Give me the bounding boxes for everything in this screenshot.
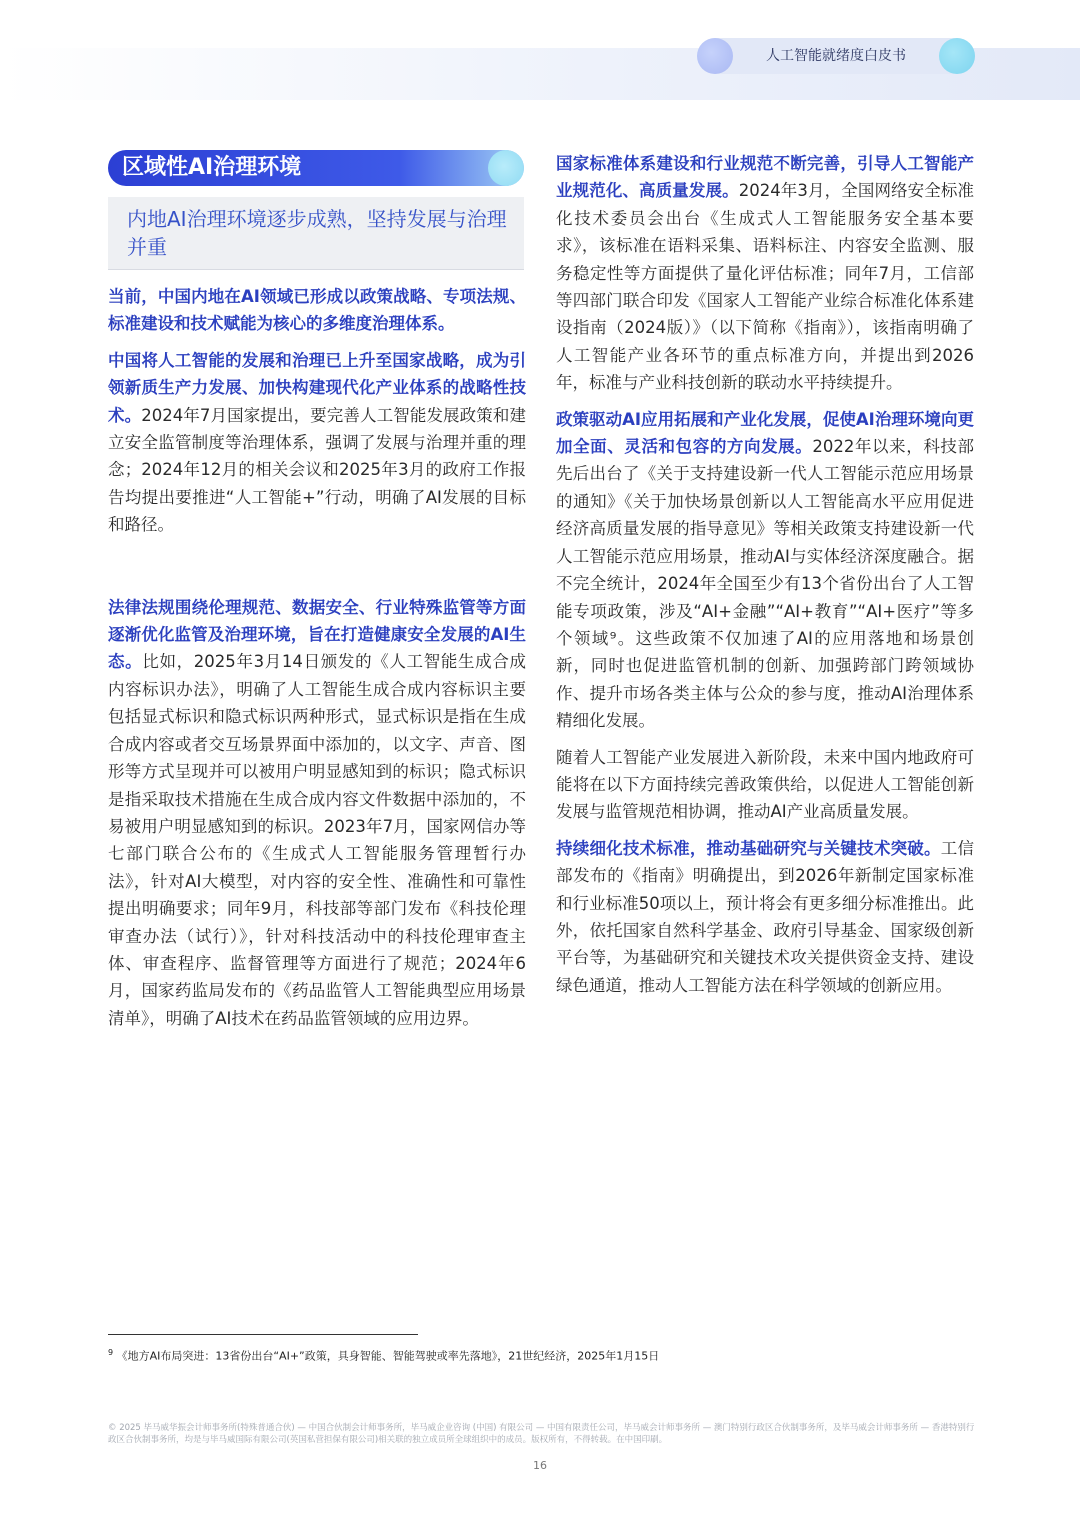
section-title: 区域性AI治理环境 [122, 155, 302, 180]
paragraph-lead: 中国将人工智能的发展和治理已上升至国家战略，成为引领新质生产力发展、加快构建现代化产业体系的战略性技术。 [108, 350, 526, 425]
paragraph [556, 744, 974, 826]
paragraph-lead: 政策驱动AI应用拓展和产业化发展，促使AI治理环境向更加全面、灵活和包容的方向发展。 [556, 409, 974, 457]
heading-knob-icon [488, 150, 524, 186]
paragraph-body: 2024年7月国家提出，要完善人工智能发展政策和建立安全监管制度等治理体系，强调了发展与治理并重的理念；2024年12月的相关会议和2025年3月的政府工作报告均提出要推进“人工智能+”行动，明确了AI发展的目标和路径。 [108, 405, 526, 535]
paragraph-lead: 持续细化技术标准，推动基础研究与关键技术突破。 [556, 838, 941, 858]
header-dot-left-icon [697, 38, 733, 74]
paragraph-lead: 当前，中国内地在AI领域已形成以政策战略、专项法规、标准建设和技术赋能为核心的多维度治理体系。 [108, 287, 526, 334]
paragraph-lead: 法律法规围绕伦理规范、数据安全、行业特殊监管等方面逐渐优化监管及治理环境，旨在打造健康安全发展的AI生态。 [108, 597, 526, 672]
subtitle-box [108, 197, 524, 270]
footnote-marker: 9 [108, 1348, 114, 1357]
section-heading [108, 150, 524, 186]
paragraph [556, 835, 974, 999]
paragraph-body: 2024年3月，全国网络安全标准化技术委员会出台《生成式人工智能服务安全基本要求》，该标准在语料采集、语料标注、内容安全监测、服务稳定性等方面提供了量化评估标准；同年7月，工信部等四部门联合印发《国家人工智能产业综合标准化体系建设指南（2024版）》（以下简称《指南》），该指南明确了人工智能产业各环节的重点标准方向，并提出到2026年，标准与产业科技创新的联动水平持续提升。 [556, 181, 974, 393]
paragraph-lead: 国家标准体系建设和行业规范不断完善，引导人工智能产业规范化、高质量发展。 [556, 154, 974, 201]
header-dot-right-icon [939, 38, 975, 74]
paragraph [108, 347, 526, 539]
page-number: 16 [533, 1459, 547, 1472]
right-column [556, 150, 974, 1008]
section-subtitle: 内地AI治理环境逐步成熟，坚持发展与治理并重 [127, 207, 507, 259]
footnote-text: 《地方AI布局突进：13省份出台“AI+”政策，具身智能、智能驾驶或率先落地》，21世纪经济，2025年1月15日 [116, 1349, 660, 1363]
paragraph [108, 594, 526, 1033]
paragraph [556, 150, 974, 397]
paragraph [108, 283, 526, 338]
footnote-divider [108, 1334, 418, 1335]
paragraph [556, 406, 974, 735]
paragraph-body: 随着人工智能产业发展进入新阶段，未来中国内地政府可能将在以下方面持续完善政策供给，以促进人工智能创新发展与监管规范相协调，推动AI产业高质量发展。 [556, 747, 974, 822]
paragraph-body: 比如，2025年3月14日颁发的《人工智能生成合成内容标识办法》，明确了人工智能生成合成内容标识主要包括显式标识和隐式标识两种形式，显式标识是指在生成合成内容或者交互场景界面中添加的，以文字、声音、图形等方式呈现并可以被用户明显感知到的标识；隐式标识是指采取技术措施在生成合成内容文件数据中添加的，不易被用户明显感知到的标识。2023年7月，国家网信办等七部门联合公布的《生成式人工智能服务管理暂行办法》，针对AI大模型，对内容的安全性、准确性和可靠性提出明确要求；同年9月，科技部等部门发布《科技伦理审查办法（试行）》，针对科技活动中的科技伦理审查主体、审查程序、监督管理等方面进行了规范；2024年6月，国家药监局发布的《药品监管人工智能典型应用场景清单》，明确了AI技术在药品监管领域的应用边界。 [108, 652, 526, 1028]
left-column [108, 283, 526, 1041]
paragraph-body: 2022年以来，科技部先后出台了《关于支持建设新一代人工智能示范应用场景的通知》《关于加快场景创新以人工智能高水平应用促进经济高质量发展的指导意见》等相关政策支持建设新一代人工智能示范应用场景，推动AI与实体经济深度融合。据不完全统计，2024年全国至少有13个省份出台了人工智能专项政策，涉及“AI+金融”“AI+教育”“AI+医疗”等多个领域⁹。这些政策不仅加速了AI的应用落地和场景创新，同时也促进监管机制的创新、加强跨部门跨领域协作、提升市场各类主体与公众的参与度，推动AI治理体系精细化发展。 [556, 437, 975, 731]
paragraph-body: 工信部发布的《指南》明确提出，到2026年新制定国家标准和行业标准50项以上，预计将会有更多细分标准推出。此外，依托国家自然科学基金、政府引导基金、国家级创新平台等，为基础研究和关键技术攻关提供资金支持、建设绿色通道，推动人工智能方法在科学领域的创新应用。 [556, 838, 975, 995]
header-title: 人工智能就绪度白皮书 [766, 48, 906, 64]
footnote [108, 1345, 988, 1365]
legal-notice: © 2025 毕马威华振会计师事务所(特殊普通合伙) — 中国合伙制会计师事务所，毕马威企业咨询 (中国) 有限公司 — 中国有限责任公司，毕马威会计师事务所 — 澳门特别行政区合伙制事务所，及毕马威会计师事务所 — 香港特别行政区合伙制事务所，均是与毕马威国际有限公司(英国私营担保有限公司)相关联的独立成员所全球组织中的成员。版权所有，不得转载。在中国印刷。 [108, 1423, 975, 1445]
